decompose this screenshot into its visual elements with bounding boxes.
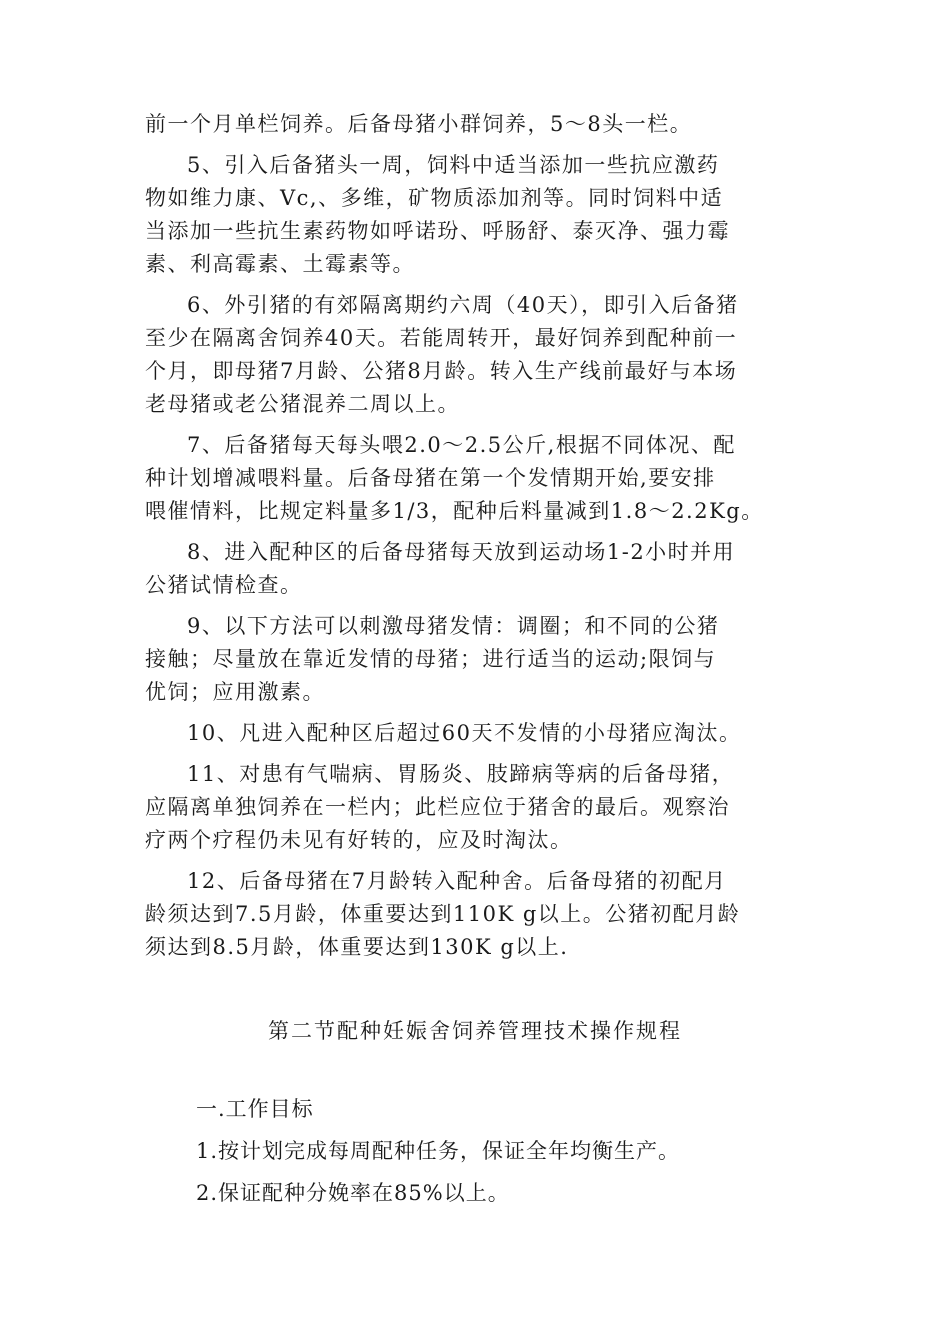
goals-heading: 一.工作目标 — [196, 1097, 314, 1121]
text-line: 至少在隔离舍饲养40天。若能周转开，最好饲养到配种前一 — [145, 326, 738, 350]
text-line: 疗两个疗程仍未见有好转的，应及时淘汰。 — [145, 828, 573, 852]
paragraph-12 — [145, 865, 810, 964]
paragraph-7 — [145, 429, 810, 528]
text-line: 10、凡进入配种区后超过60天不发情的小母猪应淘汰。 — [187, 721, 742, 745]
text-line: 物如维力康、Vc,、多维，矿物质添加剂等。同时饲料中适 — [145, 186, 724, 210]
text-line: 11、对患有气喘病、胃肠炎、肢蹄病等病的后备母猪， — [187, 762, 735, 786]
text-line: 7、后备猪每天每头喂2.0～2.5公斤,根据不同体况、配 — [187, 433, 736, 457]
goal-item: 2.保证配种分娩率在85%以上。 — [196, 1181, 510, 1205]
document-body — [145, 108, 810, 972]
paragraph-5 — [145, 149, 810, 281]
text-line: 8、进入配种区的后备母猪每天放到运动场1-2小时并用 — [187, 540, 736, 564]
text-line: 公猪试情检查。 — [145, 573, 303, 597]
text-line: 须达到8.5月龄，体重要达到130K g以上. — [145, 935, 569, 959]
paragraph-11 — [145, 758, 810, 857]
text-line: 龄须达到7.5月龄，体重要达到110K g以上。公猪初配月龄 — [145, 902, 741, 926]
text-line: 5、引入后备猪头一周，饲料中适当添加一些抗应激药 — [187, 153, 720, 177]
paragraph-6 — [145, 289, 810, 421]
section-title: 第二节配种妊娠舍饲养管理技术操作规程 — [268, 1019, 682, 1043]
paragraph-8 — [145, 536, 810, 602]
paragraph-10 — [145, 717, 810, 750]
text-line: 应隔离单独饲养在一栏内；此栏应位于猪舍的最后。观察治 — [145, 795, 730, 819]
paragraph-9 — [145, 610, 810, 709]
text-line: 素、利高霉素、土霉素等。 — [145, 252, 415, 276]
text-line: 接触；尽量放在靠近发情的母猪；进行适当的运动;限饲与 — [145, 647, 717, 671]
text-line: 前一个月单栏饲养。后备母猪小群饲养，5～8头一栏。 — [145, 112, 693, 136]
text-line: 种计划增减喂料量。后备母猪在第一个发情期开始,要安排 — [145, 466, 716, 490]
text-line: 老母猪或老公猪混养二周以上。 — [145, 392, 460, 416]
text-line: 个月，即母猪7月龄、公猪8月龄。转入生产线前最好与本场 — [145, 359, 738, 383]
text-line: 9、以下方法可以刺激母猪发情：调圈；和不同的公猪 — [187, 614, 720, 638]
goal-item: 1.按计划完成每周配种任务，保证全年均衡生产。 — [196, 1139, 681, 1163]
work-goals — [196, 1093, 680, 1219]
text-line: 优饲；应用激素。 — [145, 680, 325, 704]
text-line: 6、外引猪的有郊隔离期约六周（40天），即引入后备猪 — [187, 293, 739, 317]
text-line: 当添加一些抗生素药物如呼诺玢、呼肠舒、泰灭净、强力霉 — [145, 219, 730, 243]
paragraph — [145, 108, 810, 141]
text-line: 喂催情料，比规定料量多1/3，配种后料量减到1.8～2.2Kg。 — [145, 499, 764, 523]
text-line: 12、后备母猪在7月龄转入配种舍。后备母猪的初配月 — [187, 869, 727, 893]
